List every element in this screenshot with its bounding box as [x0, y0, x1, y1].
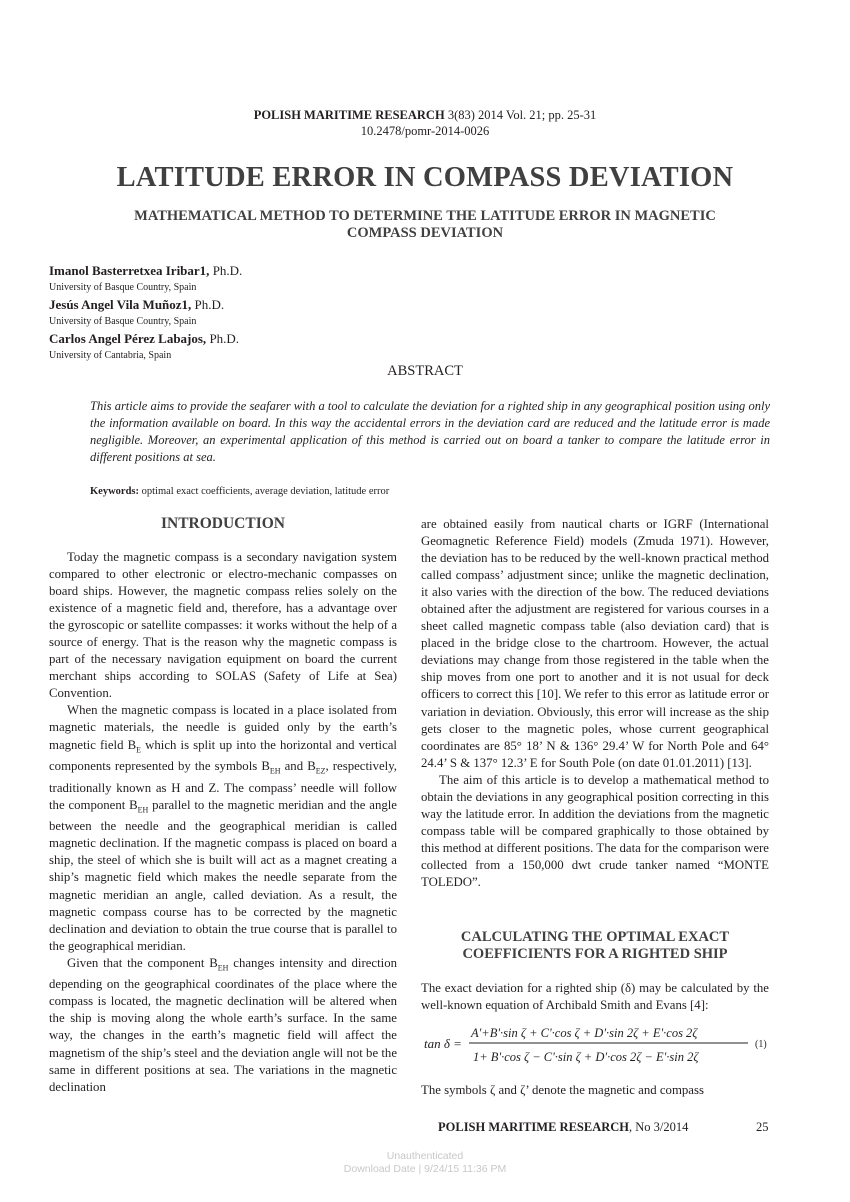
section-heading-introduction: INTRODUCTION [160, 515, 285, 532]
journal-header [0, 107, 850, 139]
author-2: Jesús Angel Vila Muñoz1, Ph.D. [49, 297, 225, 312]
footer-journal: POLISH MARITIME RESEARCH [438, 1120, 629, 1134]
affiliation-3: University of Cantabria, Spain [49, 350, 172, 361]
equation-1 [421, 1018, 771, 1070]
paragraph: When the magnetic compass is located in a place isolated from magnetic materials, the needle is guided only by the earth’s magnetic field $B_E$ which is split up into the horizontal and vertical components represented by the symbols $B_{EH}$ and $B_{EZ}$, respectively, traditionally known as H and Z. The compass’ needle will follow the component $B_{EH}$ parallel to the magnetic meridian and the angle between the needle and the geographical meridian is called magnetic declination. If the magnetic compass is placed on board a ship, the steel of which she is built will act as a magnet creating a ship’s magnetic field which makes the needle separate from the magnetic meridian an angle, called deviation. As a result, the magnetic compass course has to be corrected by the magnetic declination and deviation to obtain the true course that is parallel to the geographical meridian. [49, 703, 397, 953]
paragraph: are obtained easily from nautical charts or IGRF (International Geomagnetic Reference Field) models (Zmuda 1971). However, the deviation has to be reduced by the well-known practical method called compass’ adjustment since; unlike the magnetic declination, it also varies with the direction of the bow. The reduced deviations obtained after the adjustment are registered for various courses in a sheet called magnetic compass table (also deviation card) that is placed in the bridge close to the chartroom. However, the actual deviations may change from those registered in the table when the ship moves from one port to another and it is not usual for deck officers to correct this [10]. We refer to this error as latitude error or variation in deviation. Obviously, this error will increase as the ship gets closer to the magnetic poles, whose current geographical coordinates are 85° 18’ N & 136° 29.4’ W for North Pole and 64° 24.4’ S & 137° 12.3’ E for South Pole (on date 01.01.2011) [13]. [421, 517, 769, 770]
paragraph: Given that the component $B_{EH}$ changes intensity and direction depending on the geographical coordinates of the place where the compass is located, the magnetic declination will be altered when the ship is moving along the whole earth’s surface. In the same way, the changes in the earth’s magnetic field will affect the magnetism of the ship’s steel and the deviation angle will not be the same in different positions at sea. The variations in the magnetic declination [49, 955, 397, 1094]
affiliation-1: University of Basque Country, Spain [49, 282, 197, 293]
page-footer [438, 1120, 688, 1135]
doi: 10.2478/pomr-2014-0026 [360, 124, 490, 138]
page-number: 25 [756, 1120, 769, 1134]
author-list [49, 262, 242, 364]
journal-issue: 3(83) 2014 Vol. 21; pp. 25-31 [447, 108, 597, 122]
paragraph: Today the magnetic compass is a secondary navigation system compared to other electronic or electro-mechanic compasses on board ships. However, the magnetic compass relies solely on the existence of a magnetic field and, therefore, has a advantage over the gyroscopic or satellite compasses: it works without the help of a source of energy. That is the reason why the magnetic compass is part of the necessary navigation equipment on board the current merchant ships according to SOLAS (Safety of Life at Sea) Convention. [49, 550, 397, 701]
equation-number: (1) [755, 1039, 767, 1050]
equation-lhs: tan δ = [424, 1036, 462, 1051]
right-column [421, 516, 769, 891]
equation-denominator: 1+ B'·cos ζ − C'·sin ζ + D'·cos 2ζ − E'·sin 2ζ [473, 1050, 699, 1064]
footer-issue: , No 3/2014 [629, 1120, 689, 1134]
equation-numerator: A'+B'·sin ζ + C'·cos ζ + D'·sin 2ζ + E'·cos 2ζ [471, 1026, 698, 1040]
author-1: Imanol Basterretxea Iribar1, Ph.D. [49, 263, 243, 278]
download-watermark: Unauthenticated Download Date | 9/24/15 11:36 PM [343, 1150, 507, 1175]
journal-name: POLISH MARITIME RESEARCH [253, 108, 445, 122]
equation-svg [421, 1018, 771, 1070]
paper-title: LATITUDE ERROR IN COMPASS DEVIATION [116, 162, 734, 193]
affiliation-2: University of Basque Country, Spain [49, 316, 197, 327]
abstract-heading: ABSTRACT [387, 363, 463, 379]
left-column [49, 549, 397, 1096]
paragraph: The exact deviation for a righted ship (δ) may be calculated by the well-known equation of Archibald Smith and Evans [4]: [421, 981, 769, 1013]
keywords-list: optimal exact coefficients, average deviation, latitude error [139, 486, 390, 497]
author-3: Carlos Angel Pérez Labajos, Ph.D. [49, 331, 240, 346]
paper-subtitle: MATHEMATICAL METHOD TO DETERMINE THE LATITUDE ERROR IN MAGNETIC COMPASS DEVIATION [134, 208, 716, 241]
keywords-label: Keywords: [90, 486, 139, 497]
paragraph: The aim of this article is to develop a mathematical method to obtain the deviations in any geographical position correcting in this way the latitude error. In addition the deviations from the magnetic compass table will be compared graphically to those obtained by this method at different positions. The data for the comparison were collected from a 150,000 dwt crude tanker named “MONTE TOLEDO”. [421, 772, 769, 889]
paragraph: The symbols ζ and ζ’ denote the magnetic and compass [421, 1083, 704, 1097]
keywords [90, 486, 389, 497]
abstract-text: This article aims to provide the seafarer with a tool to calculate the deviation for a righted ship in any geographical position using only the information available on board. In this way the accidental errors in the deviation card are reduced and the latitude error is made negligible. Moreover, an experimental application of this method is carried out on board a tanker to compare the latitude error in different positions at sea. [90, 399, 770, 464]
section-heading-calculating: CALCULATING THE OPTIMAL EXACT COEFFICIENTS FOR A RIGHTED SHIP [460, 929, 730, 962]
